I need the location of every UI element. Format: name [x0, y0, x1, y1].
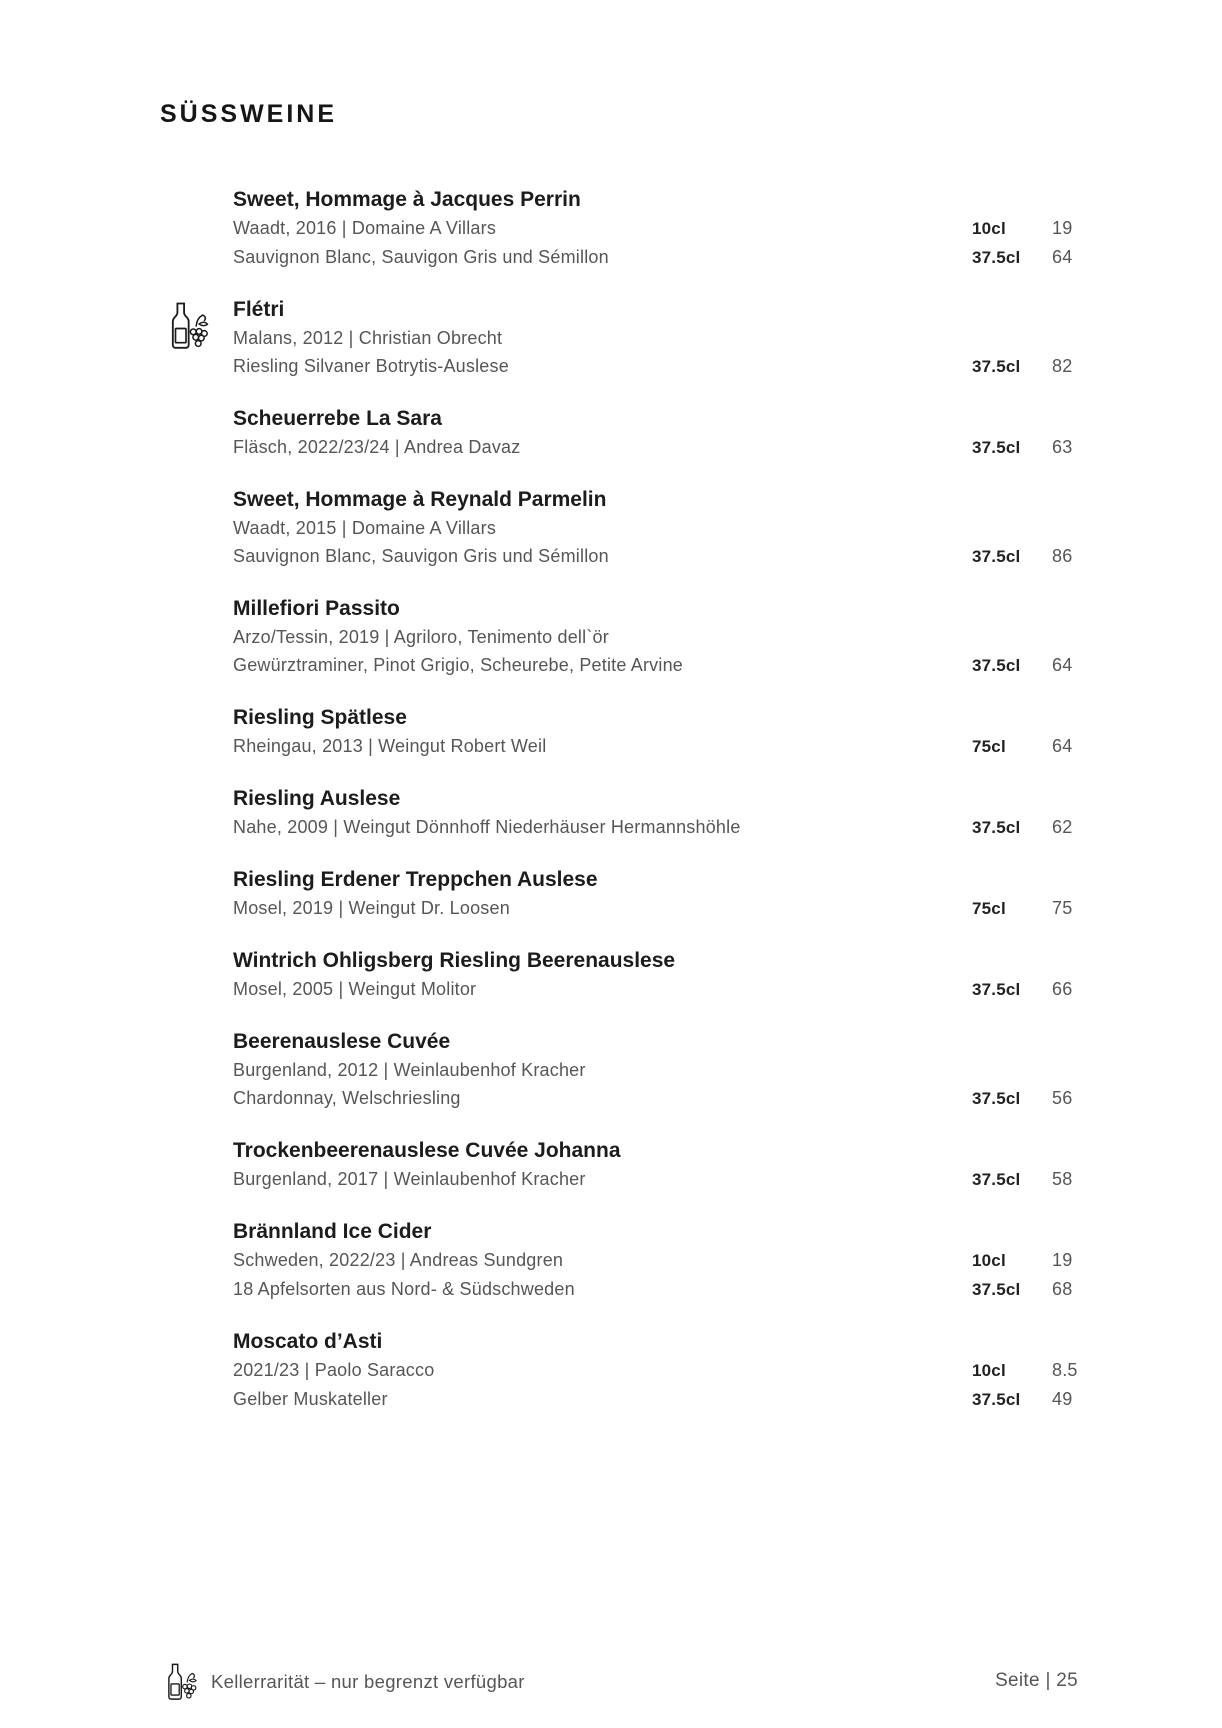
- price: 82: [1052, 356, 1073, 376]
- serving-size: 10cl: [972, 1251, 1006, 1270]
- wine-detail-row: [233, 894, 1133, 923]
- serving-size: 75cl: [972, 737, 1006, 756]
- wine-detail-text: Mosel, 2005 | Weingut Molitor: [233, 979, 477, 999]
- serving-size: 37.5cl: [972, 980, 1021, 999]
- wine-item: [233, 1328, 1133, 1414]
- rarity-legend: [163, 1662, 525, 1702]
- price: 19: [1052, 1250, 1073, 1270]
- wine-detail-text: Rheingau, 2013 | Weingut Robert Weil: [233, 736, 547, 756]
- wine-list: [233, 186, 1133, 1438]
- wine-name: Sweet, Hommage à Reynald Parmelin: [233, 488, 607, 511]
- wine-detail-row: [233, 813, 1133, 842]
- wine-detail-text: Mosel, 2019 | Weingut Dr. Loosen: [233, 898, 510, 918]
- wine-detail-text: Malans, 2012 | Christian Obrecht: [233, 328, 503, 348]
- wine-name: Millefiori Passito: [233, 597, 400, 620]
- wine-detail-text: Schweden, 2022/23 | Andreas Sundgren: [233, 1250, 564, 1270]
- wine-detail-row: [233, 1356, 1133, 1385]
- price: 19: [1052, 218, 1073, 238]
- price: 66: [1052, 979, 1073, 999]
- price: 62: [1052, 817, 1073, 837]
- wine-detail-text: Chardonnay, Welschriesling: [233, 1088, 461, 1108]
- wine-name: Scheuerrebe La Sara: [233, 407, 442, 430]
- price: 64: [1052, 247, 1073, 267]
- rarity-legend-text: Kellerrarität – nur begrenzt verfügbar: [211, 1671, 525, 1692]
- wine-detail-row: [233, 651, 1133, 680]
- wine-detail-row: [233, 1246, 1133, 1275]
- wine-detail-text: Riesling Silvaner Botrytis-Auslese: [233, 356, 509, 376]
- wine-item: [233, 947, 1133, 1004]
- page-footer: [0, 1662, 1222, 1710]
- price: 49: [1052, 1389, 1073, 1409]
- price: 64: [1052, 655, 1073, 675]
- price: 63: [1052, 437, 1073, 457]
- price: 58: [1052, 1169, 1073, 1189]
- wine-detail-row: [233, 732, 1133, 761]
- wine-item: [233, 866, 1133, 923]
- price: 75: [1052, 898, 1073, 918]
- serving-size: 37.5cl: [972, 1089, 1021, 1108]
- wine-name: Riesling Erdener Treppchen Auslese: [233, 868, 598, 891]
- wine-detail-row: [233, 975, 1133, 1004]
- wine-name: Sweet, Hommage à Jacques Perrin: [233, 188, 581, 211]
- wine-name: Flétri: [233, 298, 285, 321]
- wine-detail-text: Burgenland, 2017 | Weinlaubenhof Kracher: [233, 1169, 586, 1189]
- wine-detail-text: Fläsch, 2022/23/24 | Andrea Davaz: [233, 437, 521, 457]
- wine-detail-row: [233, 352, 1133, 381]
- wine-item: [233, 595, 1133, 680]
- wine-name: Riesling Spätlese: [233, 706, 407, 729]
- wine-item: [233, 186, 1133, 272]
- serving-size: 37.5cl: [972, 547, 1021, 566]
- wine-detail-text: 2021/23 | Paolo Saracco: [233, 1360, 435, 1380]
- price: 56: [1052, 1088, 1073, 1108]
- wine-name: Wintrich Ohligsberg Riesling Beerenauslese: [233, 949, 676, 972]
- wine-detail-row: [233, 1056, 1133, 1084]
- wine-detail-text: Gewürztraminer, Pinot Grigio, Scheurebe, Petite Arvine: [233, 655, 684, 675]
- wine-detail-text: Sauvignon Blanc, Sauvigon Gris und Sémillon: [233, 546, 609, 566]
- serving-size: 37.5cl: [972, 656, 1021, 675]
- wine-detail-row: [233, 433, 1133, 462]
- page-number: Seite | 25: [995, 1670, 1078, 1691]
- wine-item: [233, 1137, 1133, 1194]
- wine-name: Beerenauslese Cuvée: [233, 1030, 451, 1053]
- wine-detail-row: [233, 1084, 1133, 1113]
- wine-detail-row: [233, 1165, 1133, 1194]
- wine-detail-text: Nahe, 2009 | Weingut Dönnhoff Niederhäuser Hermannshöhle: [233, 817, 741, 837]
- serving-size: 37.5cl: [972, 438, 1021, 457]
- wine-item: [233, 704, 1133, 761]
- page-title: SÜSSWEINE: [160, 100, 338, 128]
- wine-detail-row: [233, 1275, 1133, 1304]
- serving-size: 37.5cl: [972, 818, 1021, 837]
- wine-name: Riesling Auslese: [233, 787, 401, 810]
- serving-size: 37.5cl: [972, 1280, 1021, 1299]
- wine-detail-text: Burgenland, 2012 | Weinlaubenhof Kracher: [233, 1060, 586, 1080]
- footer-icon-slot: [163, 1662, 197, 1702]
- wine-detail-text: Gelber Muskateller: [233, 1389, 388, 1409]
- wine-name: Brännland Ice Cider: [233, 1220, 432, 1243]
- wine-detail-row: [233, 324, 1133, 352]
- wine-detail-row: [233, 1385, 1133, 1414]
- wine-detail-row: [233, 514, 1133, 542]
- wine-name: Moscato d’Asti: [233, 1330, 383, 1353]
- price: 86: [1052, 546, 1073, 566]
- serving-size: 10cl: [972, 219, 1006, 238]
- price: 68: [1052, 1279, 1073, 1299]
- serving-size: 37.5cl: [972, 1390, 1021, 1409]
- wine-item: [233, 785, 1133, 842]
- wine-bottle-grapes-icon: [165, 301, 209, 351]
- wine-detail-row: [233, 623, 1133, 651]
- wine-item: [233, 1218, 1133, 1304]
- wine-name: Trockenbeerenauslese Cuvée Johanna: [233, 1139, 621, 1162]
- serving-size: 37.5cl: [972, 1170, 1021, 1189]
- wine-detail-row: [233, 214, 1133, 243]
- wine-item: [233, 296, 1133, 381]
- wine-detail-text: Waadt, 2015 | Domaine A Villars: [233, 518, 497, 538]
- wine-item: [233, 405, 1133, 462]
- serving-size: 75cl: [972, 899, 1006, 918]
- wine-item: [233, 1028, 1133, 1113]
- serving-size: 37.5cl: [972, 248, 1021, 267]
- serving-size: 37.5cl: [972, 357, 1021, 376]
- wine-detail-text: Sauvignon Blanc, Sauvigon Gris und Sémillon: [233, 247, 609, 267]
- wine-item: [233, 486, 1133, 571]
- wine-bottle-grapes-icon: [163, 1662, 197, 1702]
- wine-detail-text: 18 Apfelsorten aus Nord- & Südschweden: [233, 1279, 575, 1299]
- wine-detail-row: [233, 243, 1133, 272]
- wine-detail-row: [233, 542, 1133, 571]
- wine-detail-text: Waadt, 2016 | Domaine A Villars: [233, 218, 497, 238]
- wine-detail-text: Arzo/Tessin, 2019 | Agriloro, Tenimento dell`ör: [233, 627, 609, 647]
- price: 8.5: [1052, 1360, 1078, 1380]
- serving-size: 10cl: [972, 1361, 1006, 1380]
- price: 64: [1052, 736, 1073, 756]
